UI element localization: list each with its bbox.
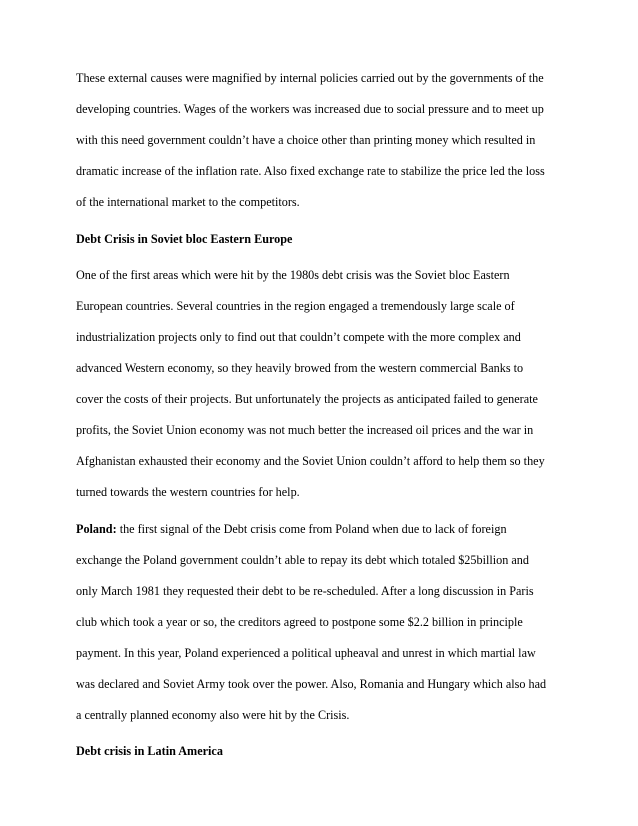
paragraph-3-line-7: a centrally planned economy also were hit by the Crisis.: [76, 708, 350, 722]
paragraph-3-line-6: was declared and Soviet Army took over the power. Also, Romania and Hungary which also had: [76, 677, 547, 691]
paragraph-2-line-6: profits, the Soviet Union economy was not much better the increased oil prices and the war in: [76, 423, 534, 437]
paragraph-3-line-4: club which took a year or so, the creditors agreed to postpone some $2.2 billion in principle: [76, 615, 523, 629]
paragraph-2-line-7: Afghanistan exhausted their economy and the Soviet Union couldn’t afford to help them so they: [76, 454, 545, 468]
paragraph-3-line-1: [76, 522, 507, 536]
paragraph-3-line-1-text: the first signal of the Debt crisis come from Poland when due to lack of foreign: [116, 522, 507, 536]
paragraph-2-line-3: industrialization projects only to find out that couldn’t compete with the more complex and: [76, 330, 521, 344]
paragraph-3-line-2: exchange the Poland government couldn’t able to repay its debt which totaled $25billion and: [76, 553, 529, 567]
paragraph-2-line-2: European countries. Several countries in the region engaged a tremendously large scale of: [76, 299, 515, 313]
paragraph-2-line-5: cover the costs of their projects. But unfortunately the projects as anticipated failed to generate: [76, 392, 538, 406]
paragraph-2-line-4: advanced Western economy, so they heavily browed from the western commercial Banks to: [76, 361, 524, 375]
poland-label: Poland:: [76, 522, 117, 536]
paragraph-3-line-5: payment. In this year, Poland experienced a political upheaval and unrest in which martial law: [76, 646, 536, 660]
paragraph-1-line-5: of the international market to the competitors.: [76, 195, 300, 209]
paragraph-1-line-4: dramatic increase of the inflation rate. Also fixed exchange rate to stabilize the price led the loss: [76, 164, 545, 178]
paragraph-2-line-8: turned towards the western countries for help.: [76, 485, 300, 499]
section-heading-latin-america: Debt crisis in Latin America: [76, 744, 223, 758]
paragraph-1-line-1: These external causes were magnified by internal policies carried out by the governments of the: [76, 71, 544, 85]
paragraph-2-line-1: One of the first areas which were hit by the 1980s debt crisis was the Soviet bloc Eastern: [76, 268, 510, 282]
paragraph-1-line-2: developing countries. Wages of the workers was increased due to social pressure and to meet up: [76, 102, 544, 116]
paragraph-1-line-3: with this need government couldn’t have a choice other than printing money which resulted in: [76, 133, 536, 147]
section-heading-soviet-bloc: Debt Crisis in Soviet bloc Eastern Europe: [76, 232, 293, 246]
paragraph-3-line-3: only March 1981 they requested their debt to be re-scheduled. After a long discussion in Paris: [76, 584, 534, 598]
